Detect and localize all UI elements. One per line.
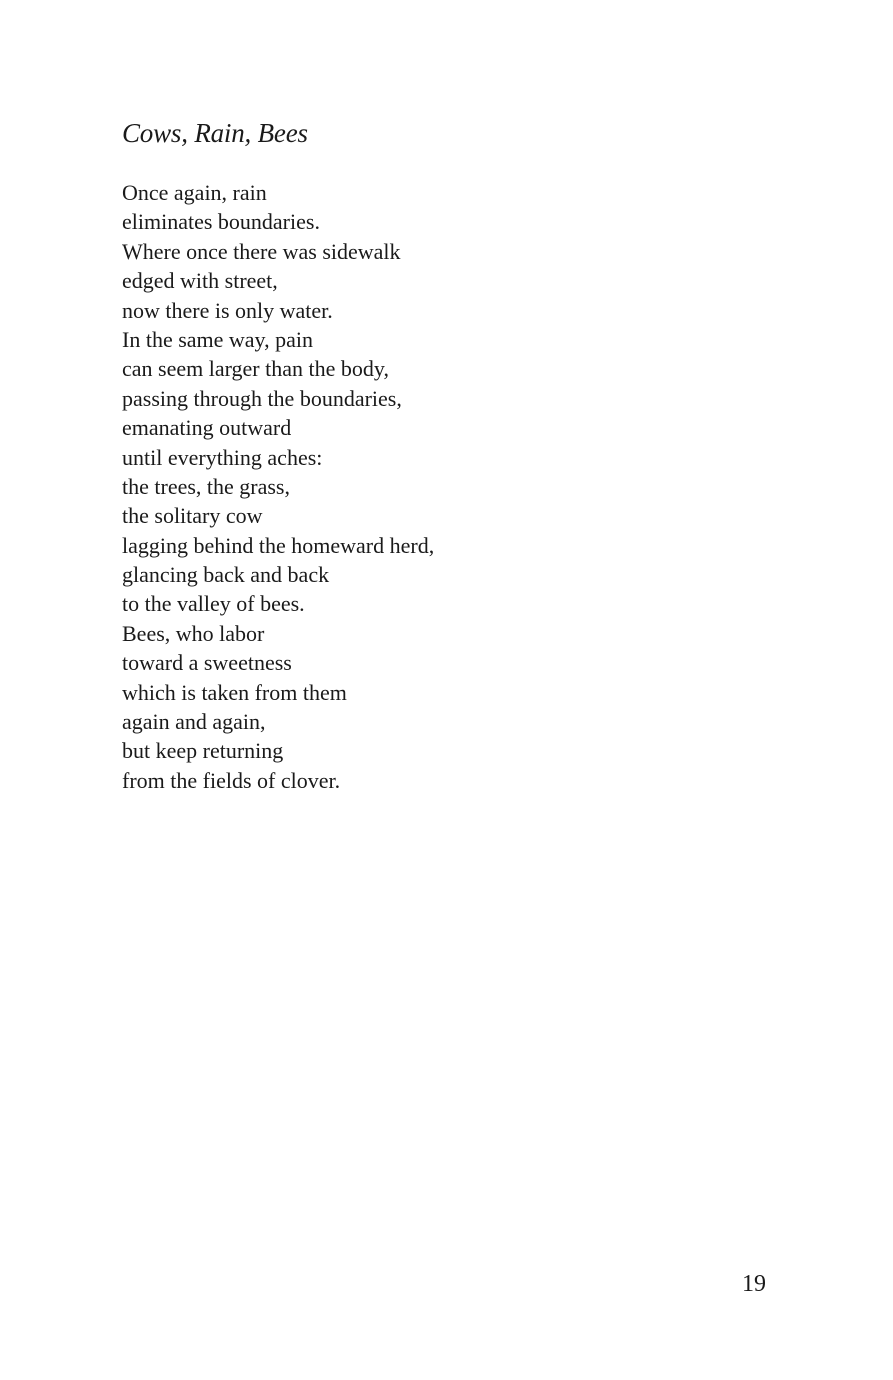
poem-line: edged with street, bbox=[122, 268, 278, 294]
page-number: 19 bbox=[742, 1271, 766, 1297]
poem-line: Where once there was sidewalk bbox=[122, 238, 401, 264]
poem-line: lagging behind the homeward herd, bbox=[122, 532, 435, 558]
poem-line: again and again, bbox=[122, 709, 266, 735]
poem-line: from the fields of clover. bbox=[122, 767, 341, 793]
poem-line: Once again, rain bbox=[122, 180, 267, 205]
poem-line: the trees, the grass, bbox=[122, 473, 290, 499]
poem-line: which is taken from them bbox=[122, 679, 347, 705]
poem-line: now there is only water. bbox=[122, 297, 333, 323]
poem-line: passing through the boundaries, bbox=[122, 385, 402, 411]
poem-title: Cows, Rain, Bees bbox=[122, 118, 308, 148]
poem-line: to the valley of bees. bbox=[122, 591, 305, 617]
poem-line: In the same way, pain bbox=[122, 326, 314, 352]
poem-body bbox=[122, 178, 434, 795]
poem-line: emanating outward bbox=[122, 415, 292, 441]
poem-line: until everything aches: bbox=[122, 444, 323, 470]
poem-line: eliminates boundaries. bbox=[122, 209, 320, 235]
poem-line: can seem larger than the body, bbox=[122, 356, 389, 382]
poem-line: toward a sweetness bbox=[122, 650, 292, 676]
poem-line: Bees, who labor bbox=[122, 620, 265, 646]
poem-line: but keep returning bbox=[122, 738, 284, 764]
poem-line: glancing back and back bbox=[122, 562, 330, 588]
poem-line: the solitary cow bbox=[122, 503, 263, 529]
